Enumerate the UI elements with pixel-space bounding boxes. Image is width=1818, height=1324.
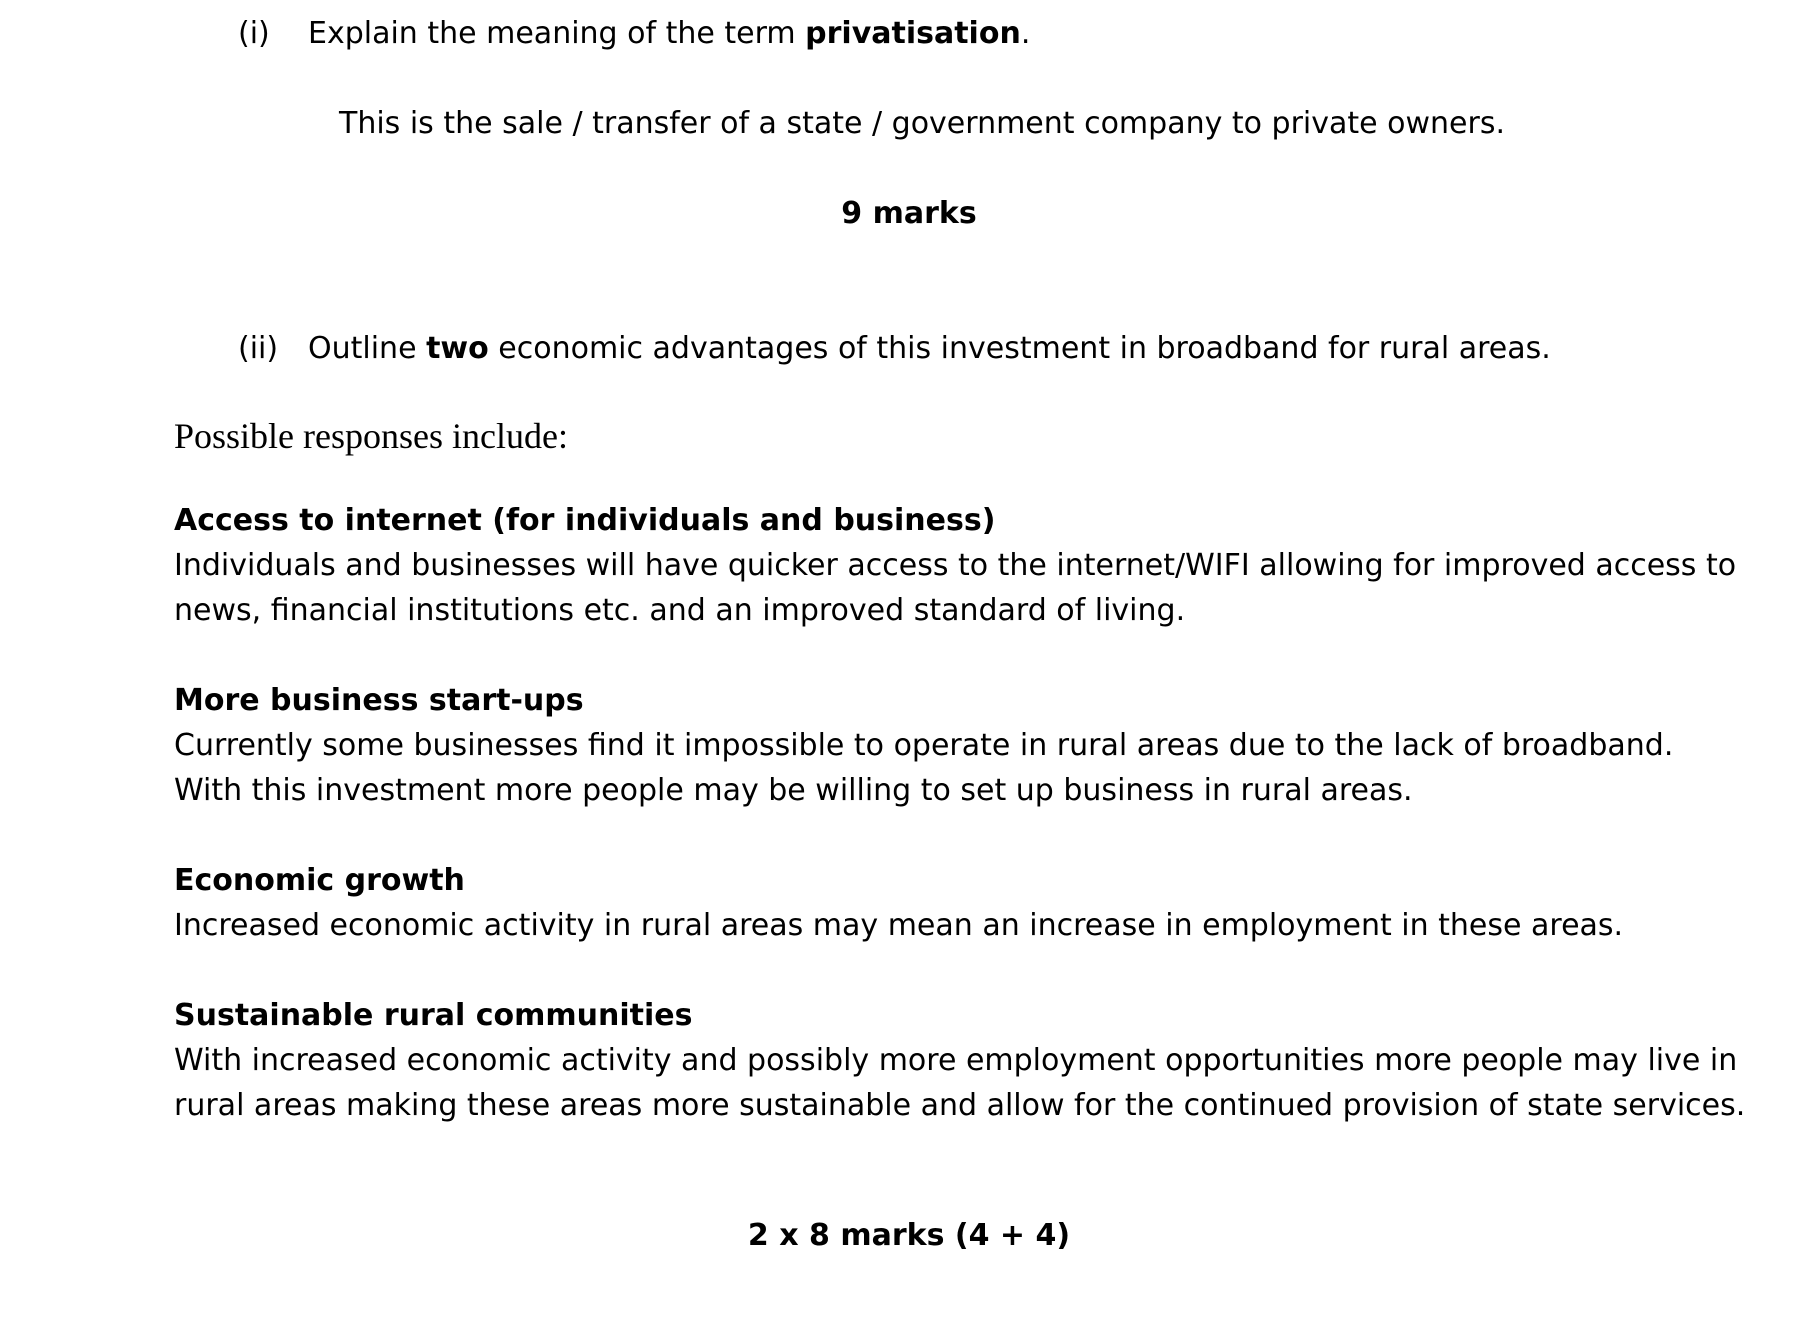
response-heading: More business start-ups xyxy=(174,683,584,718)
response-heading: Access to internet (for individuals and business) xyxy=(174,503,996,538)
question-ii-marks: 2 x 8 marks (4 + 4) xyxy=(747,1218,1071,1253)
question-ii-prefix: Outline xyxy=(308,331,427,366)
response-line: Currently some businesses find it impossible to operate in rural areas due to the lack of broadband. xyxy=(174,728,1674,763)
question-ii-emphasis: two xyxy=(426,331,489,366)
question-ii-suffix: economic advantages of this investment in broadband for rural areas. xyxy=(488,331,1551,366)
response-line: With this investment more people may be willing to set up business in rural areas. xyxy=(174,773,1413,808)
response-line: With increased economic activity and possibly more employment opportunities more people may live in xyxy=(174,1043,1738,1078)
question-number-i: (i) xyxy=(238,16,270,51)
response-line: Increased economic activity in rural areas may mean an increase in employment in these areas. xyxy=(174,908,1624,943)
question-i-answer: This is the sale / transfer of a state / government company to private owners. xyxy=(339,106,1506,141)
response-heading: Economic growth xyxy=(174,863,465,898)
possible-responses-intro: Possible responses include: xyxy=(174,416,568,456)
question-i-marks: 9 marks xyxy=(841,196,977,231)
question-i-prefix: Explain the meaning of the term xyxy=(308,16,806,51)
response-heading: Sustainable rural communities xyxy=(174,998,693,1033)
question-i-suffix: . xyxy=(1020,16,1031,51)
question-ii-text xyxy=(308,331,1551,367)
response-line: news, financial institutions etc. and an improved standard of living. xyxy=(174,593,1186,628)
response-line: Individuals and businesses will have quicker access to the internet/WIFI allowing for improved access to xyxy=(174,548,1737,583)
question-i-text xyxy=(308,16,1030,52)
question-number-ii: (ii) xyxy=(238,331,279,366)
response-line: rural areas making these areas more sustainable and allow for the continued provision of state services. xyxy=(174,1088,1746,1123)
question-i-term: privatisation xyxy=(805,16,1021,51)
